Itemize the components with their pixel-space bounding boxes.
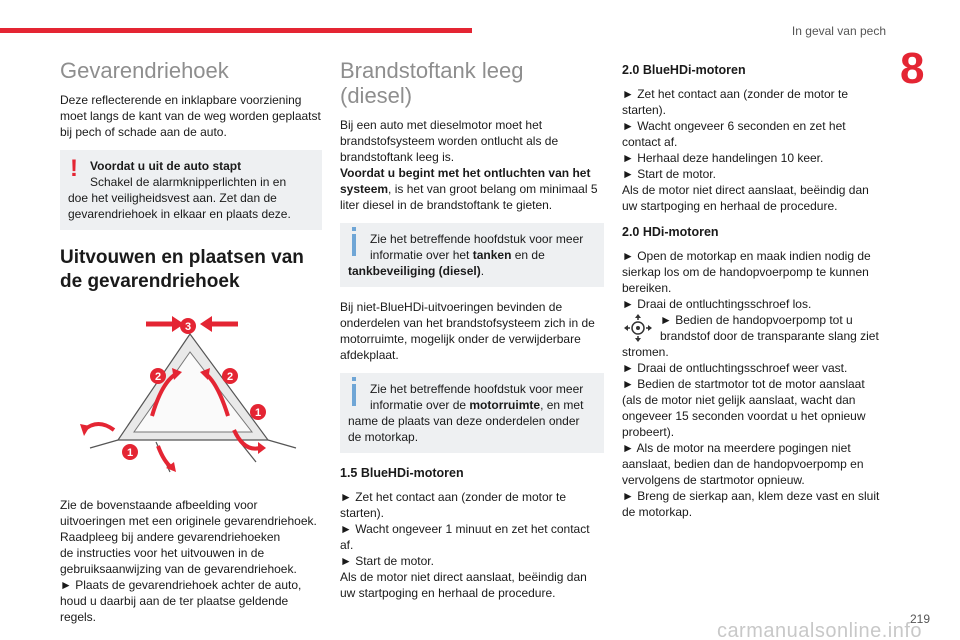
watermark: carmanualsonline.info xyxy=(716,620,922,640)
page-number: 219 xyxy=(909,612,930,626)
hand-pump-icon xyxy=(622,312,654,344)
steps-15-bluehdi: ► Zet het contact aan (zonder de motor te starten). ► Wacht ongeveer 1 minuut en zet het contact af. ► Start de motor. Als de motor niet direct aanslaat, beëindig dan uw startpoging en herhaal de procedure. xyxy=(340,490,590,600)
column-fuel-empty xyxy=(340,58,604,611)
header-accent-bar xyxy=(0,28,472,33)
steps-20-bluehdi: ► Zet het contact aan (zonder de motor te starten). ► Wacht ongeveer 6 seconden en zet het contact af. ► Herhaal deze handelingen 10 keer. ► Start de motor. Als de motor niet direct aanslaat, beëindig dan uw startpoging en herhaal de procedure. xyxy=(622,87,869,213)
subtitle-20-hdi: 2.0 HDi-motoren xyxy=(622,225,719,239)
pump-step: ► Bedien de handopvoerpomp tot u brandstof door de transparante slang ziet xyxy=(622,312,892,344)
label-2-left: 2 xyxy=(154,371,162,383)
intro-paragraph: Deze reflecterende en inklapbare voorziening moet langs de kant van de weg worden geplaatst bij pech of schade aan de auto. xyxy=(60,93,321,139)
chapter-title: In geval van pech xyxy=(791,24,886,38)
warning-icon: ! xyxy=(70,155,78,182)
info-icon xyxy=(352,377,356,381)
label-2-right: 2 xyxy=(226,371,234,383)
warning-triangle-illustration xyxy=(60,312,322,482)
warning-box: ! Voordat u uit de auto stapt Schakel de alarmknipperlichten in en doe het veiligheidsvest aan. Zet dan de gevarendriehoek in elkaar en plaats deze. xyxy=(60,150,322,230)
intro-paragraph: Bij een auto met dieselmotor moet het brandstofsysteem worden ontlucht als de brandstoftank leeg is. Voordat u begint met het ontluchten van het systeem, is het van groot belang om minimaal 5 liter diesel in de brandstoftank te gieten. xyxy=(340,118,598,212)
section-title-gevarendriehoek: Gevarendriehoek xyxy=(60,58,229,83)
info-icon xyxy=(352,227,356,231)
column-engine-steps xyxy=(622,58,892,530)
info-box-tanken: Zie het betreffende hoofdstuk voor meer informatie over het tanken en de tankbeveiliging (diesel). xyxy=(340,223,604,287)
para-non-bluehdi: Bij niet-BlueHDi-uitvoeringen bevinden de onderdelen van het brandstofsysteem zich in de motorruimte, mogelijk onder de verwijderbare afdekplaat. xyxy=(340,300,595,362)
subtitle-uitvouwen: Uitvouwen en plaatsen van de gevarendriehoek xyxy=(60,247,304,292)
subtitle-20-bluehdi: 2.0 BlueHDi-motoren xyxy=(622,63,746,77)
label-1-right: 1 xyxy=(254,407,262,419)
info-box-motorruimte: Zie het betreffende hoofdstuk voor meer informatie over de motorruimte, en met name de plaats van deze onderdelen onder de motorkap. xyxy=(340,373,604,453)
section-title-brandstoftank: Brandstoftank leeg (diesel) xyxy=(340,58,524,108)
label-3: 3 xyxy=(184,321,192,333)
column-warning-triangle xyxy=(60,58,322,635)
warning-title: Voordat u uit de auto stapt xyxy=(90,159,242,173)
steps-hdi: ► Open de motorkap en maak indien nodig de sierkap los om de handopvoerpomp te kunnen bereiken. ► Draai de ontluchtingsschroef los. ► Bedien de handopvoerpomp tot u brandstof door de transparante slang ziet stromen. ► Draai de ontluchtingsschroef weer vast. ► Bedien de startmotor tot de motor aanslaat (als de motor niet gelijk aanslaat, wacht dan ongeveer 15 seconden voordat u het opnieuw probeert). ► Als de motor na meerdere pogingen niet aanslaat, bedien dan de handopvoerpomp en vervolgens de startmotor opnieuw. ► Breng de sierkap aan, klem deze vast en sluit de motorkap. xyxy=(622,248,892,520)
subtitle-15-bluehdi: 1.5 BlueHDi-motoren xyxy=(340,466,464,480)
label-1-left: 1 xyxy=(126,447,134,459)
body-paragraph: Zie de bovenstaande afbeelding voor uitvoeringen met een originele gevarendriehoek. Raadpleeg bij andere gevarendriehoeken de instructies voor het uitvouwen in de gebruiksaanwijzing van de gevarendriehoek. ► Plaats de gevarendriehoek achter de auto, houd u daarbij aan de ter plaatse geldende regels. xyxy=(60,498,317,624)
chapter-number: 8 xyxy=(900,44,925,93)
